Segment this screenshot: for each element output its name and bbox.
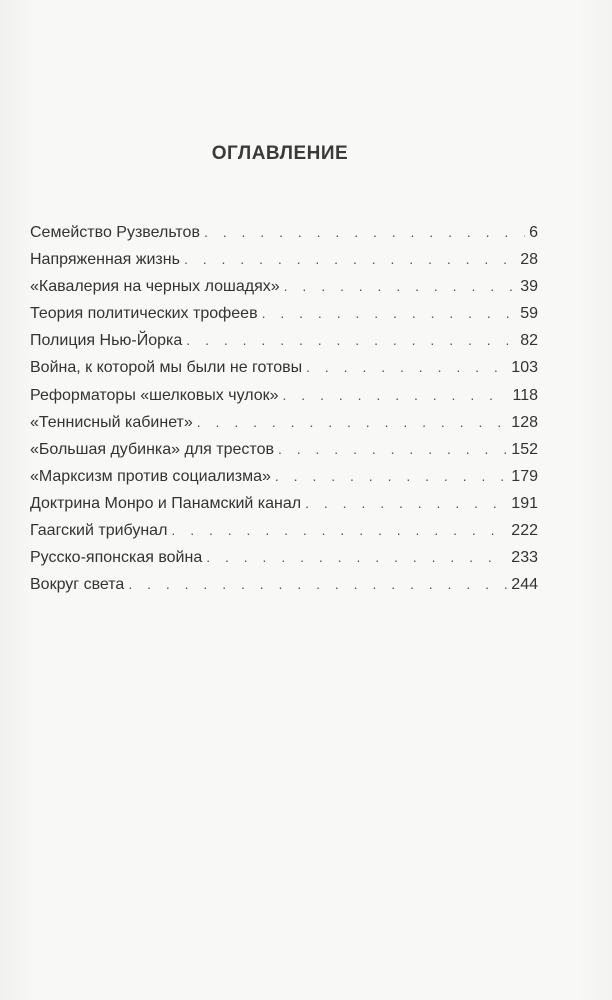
- toc-entry-title: Гаагский трибунал: [30, 522, 168, 540]
- toc-entry-title: «Кавалерия на черных лошадях»: [30, 278, 280, 296]
- dot-leader: [275, 468, 507, 484]
- toc-entry: [30, 441, 538, 468]
- dot-leader: [278, 441, 507, 457]
- toc-entry-title: Реформаторы «шелковых чулок»: [30, 386, 279, 404]
- dot-leader: [284, 278, 517, 294]
- dot-leader: [186, 332, 516, 348]
- toc-entry-title: Вокруг света: [30, 576, 125, 594]
- table-of-contents: [30, 224, 538, 603]
- toc-entry: [30, 468, 538, 495]
- dot-leader: [128, 576, 507, 592]
- dot-leader: [184, 251, 516, 267]
- toc-entry-page: 233: [511, 549, 538, 567]
- page-title: ОГЛАВЛЕНИЕ: [211, 143, 349, 164]
- toc-entry-title: Теория политических трофеев: [30, 305, 258, 323]
- toc-entry-title: Полиция Нью-Йорка: [30, 332, 183, 350]
- dot-leader: [283, 387, 509, 403]
- toc-entry: [30, 332, 538, 359]
- dot-leader: [262, 305, 517, 321]
- toc-entry-page: 59: [520, 305, 538, 323]
- dot-leader: [204, 224, 525, 240]
- dot-leader: [197, 414, 508, 430]
- toc-entry-page: 244: [511, 576, 538, 594]
- toc-entry-title: «Марксизм против социализма»: [30, 467, 271, 485]
- toc-entry-title: Семейство Рузвельтов: [30, 224, 200, 241]
- toc-entry-title: «Теннисный кабинет»: [30, 413, 193, 431]
- dot-leader: [171, 522, 507, 538]
- toc-entry-page: 118: [512, 386, 538, 404]
- toc-entry-page: 128: [511, 413, 538, 431]
- toc-entry-page: 222: [511, 522, 538, 540]
- toc-entry-title: «Большая дубинка» для трестов: [30, 440, 274, 458]
- toc-entry-page: 152: [511, 440, 538, 458]
- toc-entry-title: Доктрина Монро и Панамский канал: [30, 494, 302, 512]
- toc-entry: [30, 522, 538, 549]
- toc-entry-title: Напряженная жизнь: [30, 251, 180, 269]
- toc-entry: [30, 305, 538, 332]
- toc-entry-page: 179: [511, 467, 538, 485]
- toc-entry-page: 6: [529, 224, 538, 241]
- toc-entry-page: 82: [520, 332, 538, 350]
- toc-entry: [30, 414, 538, 441]
- toc-entry: [30, 251, 538, 278]
- toc-entry: [30, 549, 538, 576]
- toc-entry: [30, 576, 538, 603]
- dot-leader: [206, 549, 507, 565]
- toc-entry-page: 39: [520, 278, 538, 296]
- toc-entry-title: Русско-японская война: [30, 549, 203, 567]
- dot-leader: [306, 359, 507, 375]
- toc-entry: [30, 387, 538, 414]
- toc-entry: [30, 359, 538, 386]
- toc-entry: [30, 495, 538, 522]
- dot-leader: [305, 495, 507, 511]
- toc-entry-page: 191: [511, 494, 538, 512]
- toc-entry-title: Война, к которой мы были не готовы: [30, 359, 303, 377]
- toc-entry: [30, 278, 538, 305]
- toc-entry-page: 28: [520, 251, 538, 269]
- toc-entry-page: 103: [511, 359, 538, 377]
- toc-entry: [30, 224, 538, 251]
